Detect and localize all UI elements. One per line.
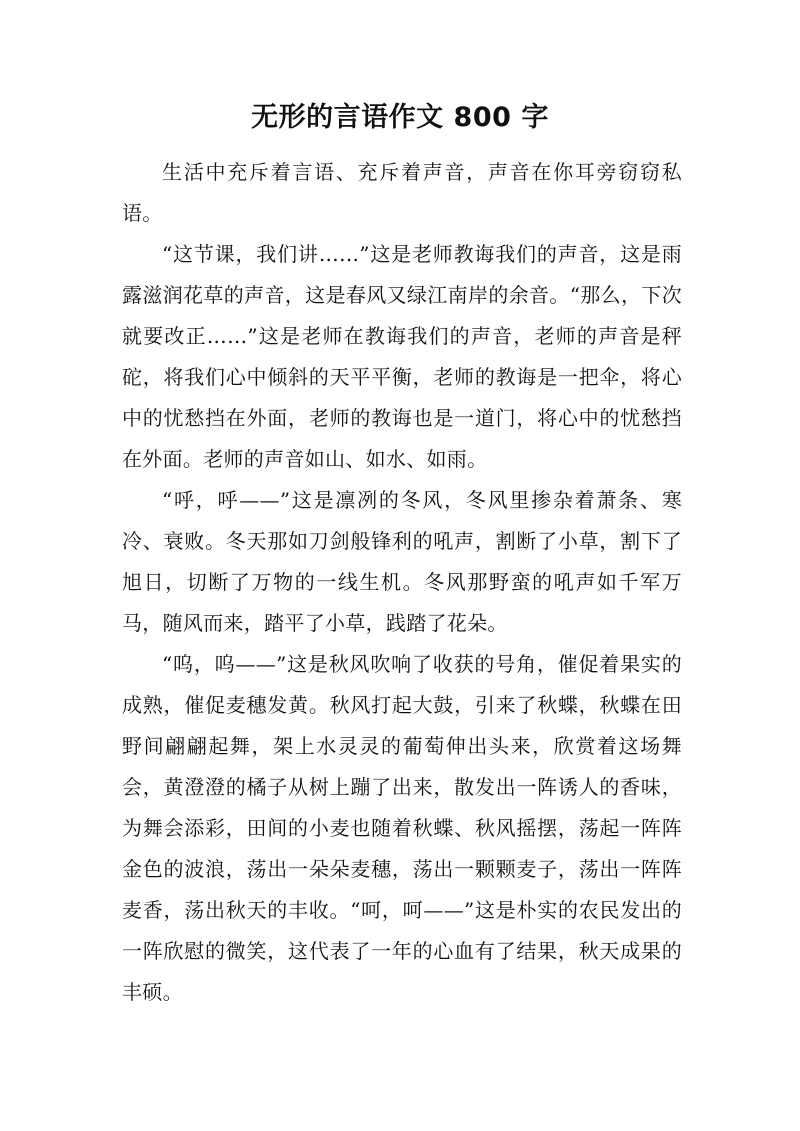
paragraph-2: “这节课，我们讲……”这是老师教诲我们的声音，这是雨露滋润花草的声音，这是春风又绿江南岸的余音。“那么，下次就要改正……”这是老师在教诲我们的声音，老师的声音是秤砣，将我们心中倾斜的天平平衡，老师的教诲是一把伞，将心中的忧愁挡在外面，老师的教诲也是一道门，将心中的忧愁挡在外面。老师的声音如山、如水、如雨。 [122, 242, 682, 471]
paragraph-1: 生活中充斥着言语、充斥着声音，声音在你耳旁窃窃私语。 [122, 160, 682, 225]
paragraph-4: “呜，呜——”这是秋风吹响了收获的号角，催促着果实的成熟，催促麦穗发黄。秋风打起大鼓，引来了秋蝶，秋蝶在田野间翩翩起舞，架上水灵灵的葡萄伸出头来，欣赏着这场舞会，黄澄澄的橘子从树上蹦了出来，散发出一阵诱人的香味，为舞会添彩，田间的小麦也随着秋蝶、秋风摇摆，荡起一阵阵金色的波浪，荡出一朵朵麦穗，荡出一颗颗麦子，荡出一阵阵麦香，荡出秋天的丰收。“呵，呵——”这是朴实的农民发出的一阵欣慰的微笑，这代表了一年的心血有了结果，秋天成果的丰硕。 [122, 652, 682, 1004]
paragraph-3: “呼，呼——”这是凛冽的冬风，冬风里掺杂着萧条、寒冷、衰败。冬天那如刀剑般锋利的吼声，割断了小草，割下了旭日，切断了万物的一线生机。冬风那野蛮的吼声如千军万马，随风而来，踏平了小草，践踏了花朵。 [122, 488, 682, 635]
document-body [122, 152, 682, 1013]
document-title: 无形的言语作文 800 字 [251, 102, 549, 133]
